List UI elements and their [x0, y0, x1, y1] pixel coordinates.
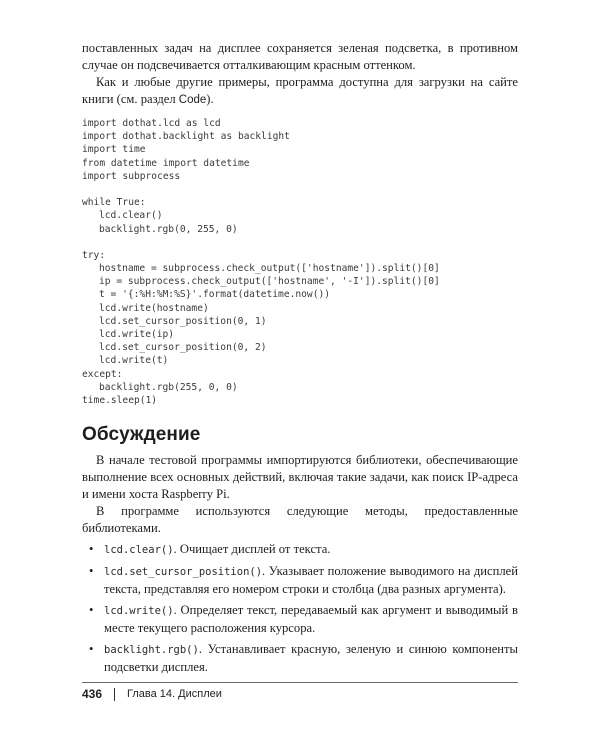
discussion-paragraph-1: В начале тестовой программы импортируются библиотеки, обеспечивающие выполнение всех основных действий, включая такие задачи, как поиск IP-адреса и имени хоста Raspberry Pi. [82, 453, 518, 502]
footer-divider [82, 682, 518, 683]
method-description: . Очищает дисплей от текста. [173, 542, 331, 557]
bullet-icon: • [89, 642, 94, 657]
intro-p2-before: Как и любые другие примеры, программа доступна для загрузки на сайте книги (см. раздел [82, 75, 518, 106]
method-description: . Указывает положение выводимого на дисплей текста, представляя его номером строки и столбца (два разных аргумента). [104, 564, 518, 597]
method-description: . Определяет текст, передаваемый как аргумент и выводимый в месте текущего расположения курсора. [104, 603, 518, 636]
code-line: ip = subprocess.check_output(['hostname', '-I']).split()[0] [99, 276, 440, 288]
list-item [82, 563, 518, 598]
code-listing [82, 117, 518, 407]
code-line: lcd.set_cursor_position(0, 2) [99, 342, 267, 354]
code-line: import dothat.lcd as lcd [82, 118, 221, 129]
page-body [82, 40, 518, 680]
method-description: . Устанавливает красную, зеленую и синюю компоненты подсветки дисплея. [104, 642, 518, 675]
code-line: import dothat.backlight as backlight [82, 131, 290, 143]
method-name: lcd.set_cursor_position() [104, 566, 263, 579]
code-line: lcd.write(t) [99, 355, 169, 367]
code-line: import subprocess [82, 170, 181, 182]
code-line: lcd.write(ip) [99, 329, 175, 340]
bullet-icon: • [89, 542, 94, 557]
code-line: lcd.clear() [99, 210, 163, 222]
code-line: backlight.rgb(255, 0, 0) [99, 381, 238, 393]
method-name: lcd.write() [104, 605, 174, 618]
method-name: backlight.rgb() [104, 644, 199, 657]
code-line [82, 236, 518, 249]
code-line [82, 183, 518, 196]
page-footer [82, 687, 222, 701]
code-line: t = '{:%H:%M:%S}'.format(datetime.now()) [99, 289, 331, 301]
footer-separator [114, 688, 115, 701]
intro-p2-after: ). [206, 92, 214, 106]
code-line: time.sleep(1) [82, 394, 158, 406]
code-line: hostname = subprocess.check_output(['hostname']).split()[0] [99, 263, 440, 275]
page-number: 436 [82, 687, 103, 701]
chapter-title: Глава 14. Дисплеи [127, 688, 222, 700]
list-item [82, 602, 518, 637]
code-section-link: Code [178, 94, 207, 106]
list-item [82, 541, 518, 559]
code-line: lcd.set_cursor_position(0, 1) [99, 315, 267, 327]
code-line: try: [82, 249, 106, 261]
code-line: while True: [82, 197, 146, 209]
discussion-paragraph-2: В программе используются следующие методы, предоставленные библиотеками. [82, 504, 518, 536]
code-line: backlight.rgb(0, 255, 0) [99, 223, 238, 235]
code-line: import time [82, 144, 146, 156]
intro-paragraph-1: поставленных задач на дисплее сохраняется зеленая подсветка, в противном случае он подсвечивается отталкивающим красным оттенком. [82, 41, 518, 72]
section-heading: Обсуждение [82, 424, 201, 446]
bullet-icon: • [89, 603, 94, 618]
code-line: lcd.write(hostname) [99, 302, 209, 314]
bullet-icon: • [89, 564, 94, 579]
intro-paragraph-2 [82, 74, 518, 109]
method-name: lcd.clear() [104, 544, 174, 557]
methods-list [82, 541, 518, 676]
code-line: from datetime import datetime [82, 157, 250, 169]
code-line: except: [82, 368, 123, 380]
list-item [82, 641, 518, 676]
